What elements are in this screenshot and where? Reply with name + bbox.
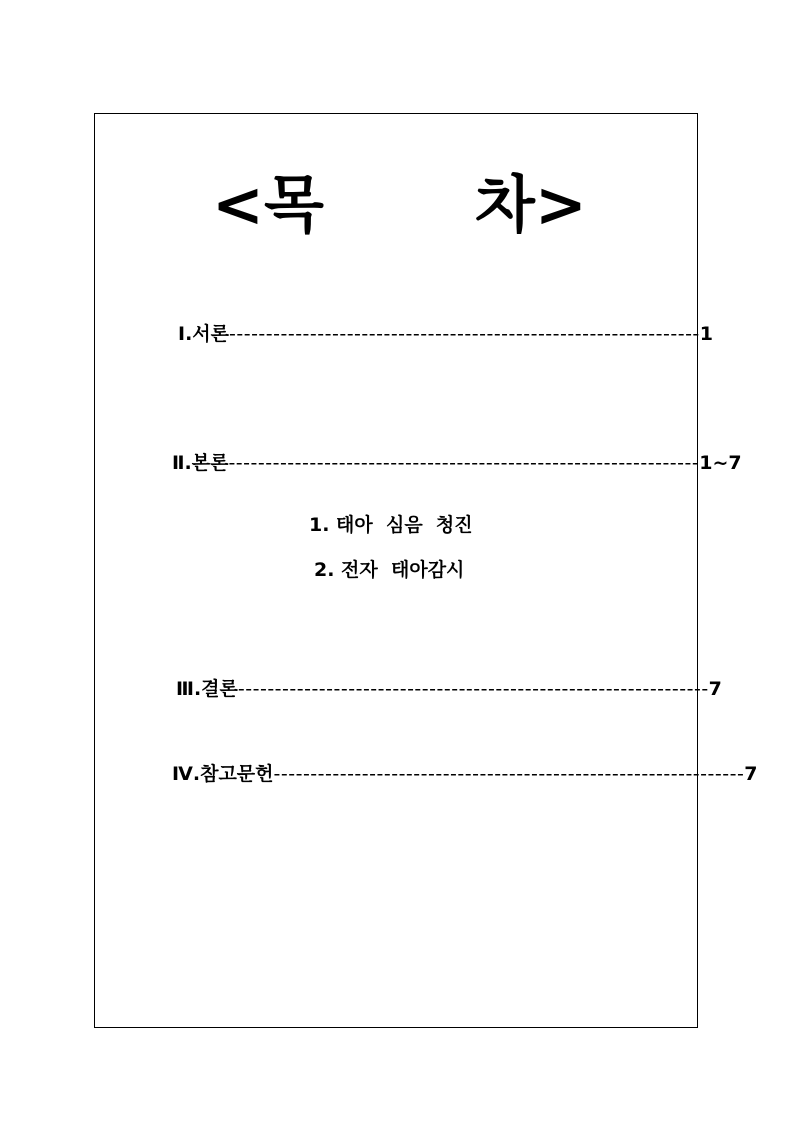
toc-dot-leader: ---------------------------------------------------------------- — [273, 763, 745, 785]
toc-entry-label: Ⅰ.서론 — [178, 323, 229, 345]
toc-subitem-electronic-fetal-monitoring: 2. 전자 태아감시 — [314, 559, 465, 581]
toc-title-left: <목 — [212, 168, 324, 241]
toc-entry-label: Ⅲ.결론 — [176, 678, 238, 700]
toc-dot-leader: ---------------------------------------------------------------- — [229, 323, 700, 345]
toc-entry-page: 1~7 — [699, 452, 742, 474]
toc-entry-page: 7 — [744, 763, 758, 785]
toc-entry-body — [172, 448, 742, 478]
toc-entry-label: Ⅳ.참고문헌 — [172, 763, 274, 785]
toc-entry-page: 7 — [708, 678, 722, 700]
toc-entry-conclusion — [176, 674, 722, 704]
toc-entry-introduction — [178, 319, 714, 349]
toc-dot-leader: ---------------------------------------------------------------- — [237, 678, 709, 700]
toc-title — [0, 165, 794, 245]
toc-subitem-fetal-heart-auscultation: 1. 태아 심음 청진 — [309, 514, 473, 536]
toc-entry-references — [172, 759, 758, 789]
toc-entry-page: 1 — [699, 323, 714, 345]
toc-title-right: 차> — [475, 168, 587, 241]
toc-dot-leader: ---------------------------------------------------------------- — [228, 452, 700, 474]
toc-entry-label: Ⅱ.본론 — [172, 452, 229, 474]
